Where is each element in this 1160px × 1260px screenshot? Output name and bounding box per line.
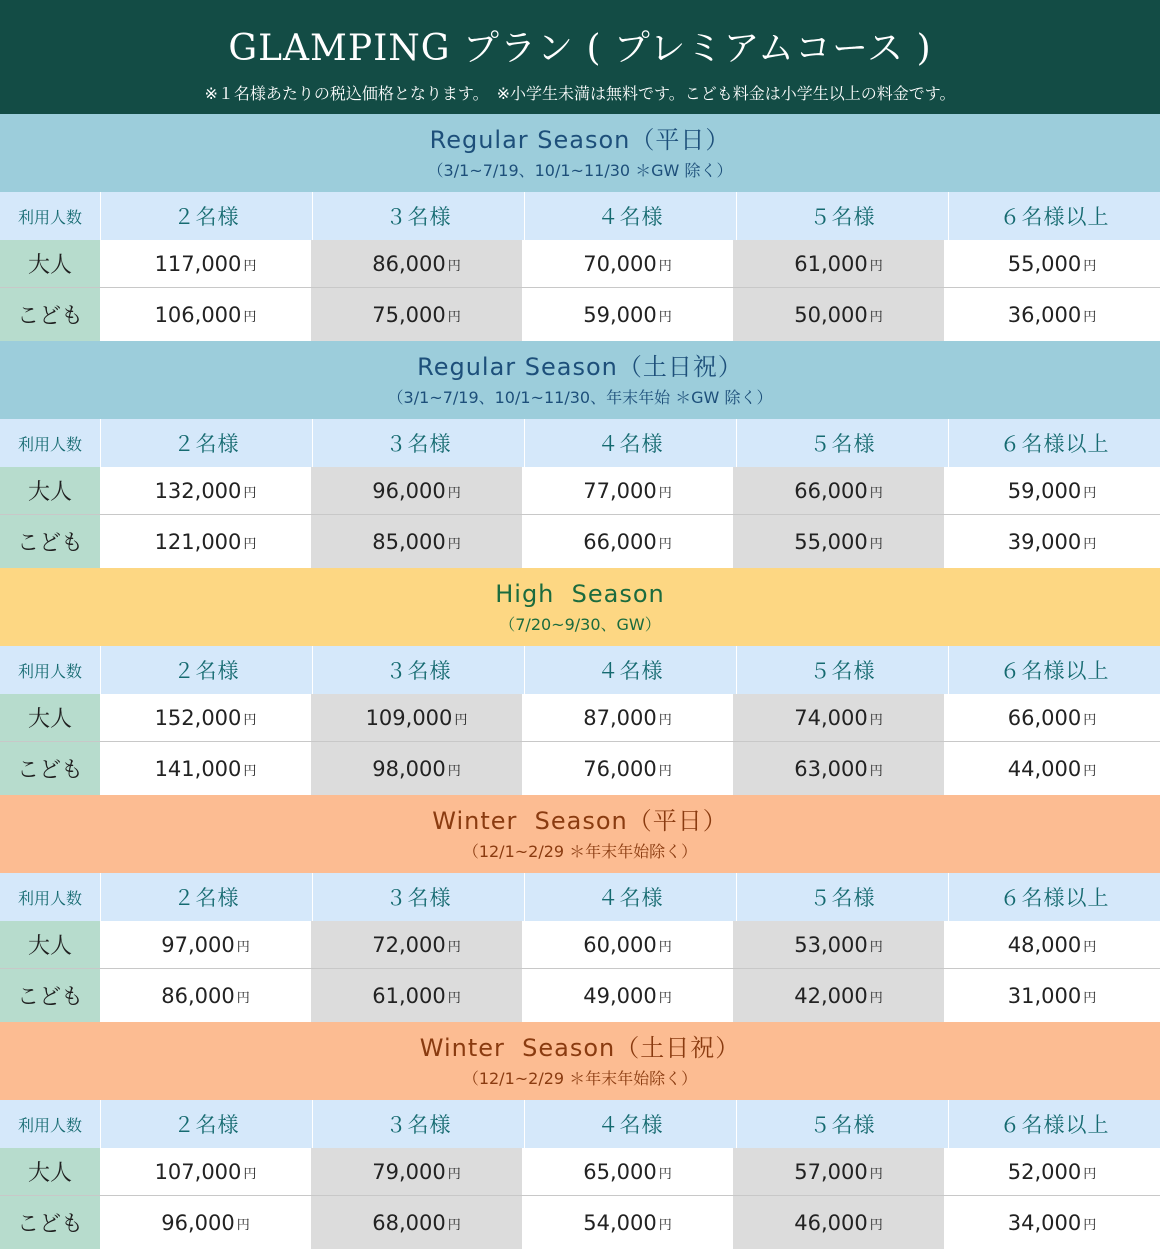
- price-value: 74,000: [794, 705, 868, 730]
- guest-count-row: [0, 873, 1160, 921]
- price-value: 77,000: [583, 478, 657, 503]
- guest-count-header: ２名様: [100, 873, 312, 921]
- price-value: 55,000: [1007, 251, 1082, 276]
- price-cell: [100, 1148, 311, 1195]
- price-value: 132,000: [154, 478, 242, 503]
- price-cell: [944, 1196, 1160, 1249]
- season-name: Winter Season（平日）: [432, 807, 728, 835]
- price-cell: [100, 742, 311, 795]
- price-cell: [733, 515, 944, 568]
- adult-price-row: [0, 1148, 1160, 1196]
- guest-count-header: ５名様: [736, 192, 948, 240]
- season-name: Winter Season（土日祝）: [419, 1034, 741, 1062]
- price-value: 85,000: [372, 529, 446, 554]
- price-cell: [100, 1196, 311, 1249]
- yen-unit: 円: [1083, 1167, 1097, 1182]
- price-value: 141,000: [154, 756, 242, 781]
- season-dates: （12/1~2/29 ＊年末年始除く）: [462, 1069, 698, 1088]
- yen-unit: 円: [447, 537, 461, 552]
- yen-unit: 円: [447, 1218, 461, 1233]
- price-cell: [311, 240, 522, 287]
- yen-unit: 円: [658, 764, 672, 779]
- price-cell: [311, 694, 522, 741]
- yen-unit: 円: [869, 486, 883, 501]
- price-cell: [522, 515, 733, 568]
- price-value: 86,000: [161, 983, 235, 1008]
- price-value: 96,000: [372, 478, 446, 503]
- yen-unit: 円: [236, 940, 250, 955]
- yen-unit: 円: [243, 713, 257, 728]
- season-section: [0, 568, 1160, 795]
- price-value: 152,000: [154, 705, 242, 730]
- yen-unit: 円: [658, 940, 672, 955]
- guest-count-header: ４名様: [524, 1100, 736, 1148]
- price-cell: [311, 921, 522, 968]
- price-value: 66,000: [1007, 705, 1082, 730]
- yen-unit: 円: [1083, 1218, 1097, 1233]
- price-value: 54,000: [583, 1210, 657, 1235]
- yen-unit: 円: [869, 310, 883, 325]
- guest-count-header: ５名様: [736, 419, 948, 467]
- price-value: 34,000: [1007, 1210, 1082, 1235]
- price-value: 70,000: [583, 251, 657, 276]
- price-value: 36,000: [1007, 302, 1082, 327]
- child-label: こども: [0, 515, 100, 568]
- price-cell: [100, 969, 311, 1022]
- season-dates: （12/1~2/29 ＊年末年始除く）: [462, 842, 698, 861]
- yen-unit: 円: [243, 764, 257, 779]
- price-value: 98,000: [372, 756, 446, 781]
- page-title: GLAMPING プラン ( プレミアムコース ): [228, 28, 932, 69]
- price-value: 49,000: [583, 983, 657, 1008]
- adult-label: 大人: [0, 921, 100, 968]
- season-section: [0, 1022, 1160, 1249]
- price-cell: [733, 921, 944, 968]
- guest-count-row: [0, 419, 1160, 467]
- price-value: 39,000: [1007, 529, 1082, 554]
- price-value: 76,000: [583, 756, 657, 781]
- price-cell: [100, 694, 311, 741]
- yen-unit: 円: [243, 537, 257, 552]
- price-value: 50,000: [794, 302, 868, 327]
- price-cell: [944, 467, 1160, 514]
- price-value: 55,000: [794, 529, 868, 554]
- yen-unit: 円: [243, 310, 257, 325]
- season-name: Regular Season（土日祝）: [417, 353, 743, 381]
- yen-unit: 円: [454, 713, 468, 728]
- child-price-row: [0, 969, 1160, 1022]
- child-price-row: [0, 515, 1160, 568]
- price-value: 117,000: [154, 251, 242, 276]
- guest-count-header: ５名様: [736, 1100, 948, 1148]
- price-cell: [522, 1148, 733, 1195]
- yen-unit: 円: [658, 1218, 672, 1233]
- yen-unit: 円: [869, 713, 883, 728]
- child-price-row: [0, 1196, 1160, 1249]
- guest-count-header: ５名様: [736, 873, 948, 921]
- price-cell: [944, 742, 1160, 795]
- price-cell: [944, 240, 1160, 287]
- yen-unit: 円: [1083, 259, 1097, 274]
- guest-count-label: 利用人数: [17, 1115, 82, 1135]
- price-value: 66,000: [583, 529, 657, 554]
- adult-label: 大人: [0, 1148, 100, 1195]
- guest-count-header: ２名様: [100, 646, 312, 694]
- yen-unit: 円: [243, 1167, 257, 1182]
- yen-unit: 円: [1083, 486, 1097, 501]
- price-cell: [733, 694, 944, 741]
- guest-count-header: ２名様: [100, 1100, 312, 1148]
- yen-unit: 円: [1083, 537, 1097, 552]
- price-value: 96,000: [161, 1210, 235, 1235]
- price-cell: [311, 742, 522, 795]
- price-value: 61,000: [372, 983, 446, 1008]
- guest-count-row: [0, 646, 1160, 694]
- yen-unit: 円: [447, 259, 461, 274]
- yen-unit: 円: [1083, 991, 1097, 1006]
- price-cell: [522, 240, 733, 287]
- price-cell: [522, 288, 733, 341]
- price-cell: [944, 515, 1160, 568]
- guest-count-header: ３名様: [312, 873, 524, 921]
- adult-price-row: [0, 694, 1160, 742]
- price-value: 57,000: [794, 1159, 868, 1184]
- price-cell: [522, 969, 733, 1022]
- price-cell: [733, 240, 944, 287]
- yen-unit: 円: [658, 991, 672, 1006]
- price-value: 46,000: [794, 1210, 868, 1235]
- guest-count-header: ５名様: [736, 646, 948, 694]
- price-value: 87,000: [583, 705, 657, 730]
- child-price-row: [0, 288, 1160, 341]
- price-cell: [311, 467, 522, 514]
- price-value: 107,000: [154, 1159, 242, 1184]
- season-section: [0, 341, 1160, 568]
- child-price-row: [0, 742, 1160, 795]
- adult-price-row: [0, 921, 1160, 969]
- yen-unit: 円: [658, 259, 672, 274]
- price-value: 60,000: [583, 932, 657, 957]
- yen-unit: 円: [869, 537, 883, 552]
- yen-unit: 円: [869, 1167, 883, 1182]
- child-label: こども: [0, 1196, 100, 1249]
- guest-count-header: ２名様: [100, 192, 312, 240]
- guest-count-header: ３名様: [312, 1100, 524, 1148]
- price-cell: [311, 1148, 522, 1195]
- guest-count-header: ６名様以上: [948, 873, 1160, 921]
- price-value: 106,000: [154, 302, 242, 327]
- guest-count-header: ６名様以上: [948, 646, 1160, 694]
- yen-unit: 円: [1083, 764, 1097, 779]
- price-cell: [733, 1196, 944, 1249]
- adult-label: 大人: [0, 694, 100, 741]
- yen-unit: 円: [447, 940, 461, 955]
- price-cell: [733, 969, 944, 1022]
- child-label: こども: [0, 969, 100, 1022]
- price-cell: [311, 969, 522, 1022]
- price-value: 75,000: [372, 302, 446, 327]
- price-value: 48,000: [1007, 932, 1082, 957]
- season-header: [0, 795, 1160, 873]
- price-value: 86,000: [372, 251, 446, 276]
- season-dates: （3/1~7/19、10/1~11/30、年末年始 ＊GW 除く）: [387, 388, 773, 407]
- price-value: 121,000: [154, 529, 242, 554]
- price-value: 42,000: [794, 983, 868, 1008]
- adult-label: 大人: [0, 240, 100, 287]
- season-section: [0, 795, 1160, 1022]
- guest-count-header: ４名様: [524, 873, 736, 921]
- price-cell: [733, 288, 944, 341]
- season-header: [0, 114, 1160, 192]
- guest-count-header: ４名様: [524, 419, 736, 467]
- price-value: 68,000: [372, 1210, 446, 1235]
- guest-count-row: [0, 1100, 1160, 1148]
- price-cell: [100, 467, 311, 514]
- season-dates: （7/20~9/30、GW）: [499, 615, 661, 634]
- price-cell: [522, 467, 733, 514]
- price-value: 59,000: [583, 302, 657, 327]
- season-header: [0, 1022, 1160, 1100]
- yen-unit: 円: [243, 486, 257, 501]
- adult-price-row: [0, 240, 1160, 288]
- guest-count-header: ６名様以上: [948, 419, 1160, 467]
- child-label: こども: [0, 742, 100, 795]
- price-value: 63,000: [794, 756, 868, 781]
- price-cell: [311, 288, 522, 341]
- yen-unit: 円: [869, 1218, 883, 1233]
- price-cell: [522, 742, 733, 795]
- yen-unit: 円: [1083, 310, 1097, 325]
- season-header: [0, 341, 1160, 419]
- yen-unit: 円: [447, 1167, 461, 1182]
- yen-unit: 円: [236, 991, 250, 1006]
- yen-unit: 円: [869, 259, 883, 274]
- price-value: 52,000: [1007, 1159, 1082, 1184]
- guest-count-header: ６名様以上: [948, 192, 1160, 240]
- price-value: 61,000: [794, 251, 868, 276]
- yen-unit: 円: [658, 1167, 672, 1182]
- price-value: 59,000: [1007, 478, 1082, 503]
- price-cell: [100, 240, 311, 287]
- guest-count-header: ３名様: [312, 646, 524, 694]
- season-section: [0, 114, 1160, 341]
- yen-unit: 円: [658, 537, 672, 552]
- yen-unit: 円: [447, 310, 461, 325]
- price-value: 44,000: [1007, 756, 1082, 781]
- price-value: 79,000: [372, 1159, 446, 1184]
- price-cell: [100, 515, 311, 568]
- yen-unit: 円: [1083, 940, 1097, 955]
- price-note: ※１名様あたりの税込価格となります。 ※小学生未満は無料です。こども料金は小学生以上の料金です。: [204, 84, 956, 103]
- yen-unit: 円: [447, 486, 461, 501]
- guest-count-header: ６名様以上: [948, 1100, 1160, 1148]
- guest-count-header: ３名様: [312, 419, 524, 467]
- price-value: 53,000: [794, 932, 868, 957]
- yen-unit: 円: [447, 991, 461, 1006]
- price-cell: [522, 1196, 733, 1249]
- price-cell: [944, 288, 1160, 341]
- price-cell: [944, 694, 1160, 741]
- page-header: [0, 0, 1160, 114]
- guest-count-label: 利用人数: [17, 434, 82, 454]
- guest-count-label: 利用人数: [17, 888, 82, 908]
- price-cell: [944, 1148, 1160, 1195]
- price-value: 66,000: [794, 478, 868, 503]
- child-label: こども: [0, 288, 100, 341]
- guest-count-header: ３名様: [312, 192, 524, 240]
- price-cell: [311, 1196, 522, 1249]
- season-name: High Season: [495, 580, 665, 608]
- yen-unit: 円: [236, 1218, 250, 1233]
- price-cell: [944, 969, 1160, 1022]
- season-sections: [0, 114, 1160, 1249]
- yen-unit: 円: [869, 991, 883, 1006]
- guest-count-label: 利用人数: [17, 207, 82, 227]
- yen-unit: 円: [869, 764, 883, 779]
- price-value: 65,000: [583, 1159, 657, 1184]
- guest-count-label: 利用人数: [17, 661, 82, 681]
- price-value: 109,000: [365, 705, 453, 730]
- price-value: 72,000: [372, 932, 446, 957]
- yen-unit: 円: [658, 310, 672, 325]
- price-cell: [733, 467, 944, 514]
- yen-unit: 円: [658, 486, 672, 501]
- price-cell: [311, 515, 522, 568]
- yen-unit: 円: [447, 764, 461, 779]
- yen-unit: 円: [658, 713, 672, 728]
- season-name: Regular Season（平日）: [429, 126, 731, 154]
- price-cell: [522, 694, 733, 741]
- price-cell: [100, 921, 311, 968]
- price-cell: [944, 921, 1160, 968]
- season-dates: （3/1~7/19、10/1~11/30 ＊GW 除く）: [427, 161, 733, 180]
- yen-unit: 円: [1083, 713, 1097, 728]
- yen-unit: 円: [243, 259, 257, 274]
- price-cell: [733, 1148, 944, 1195]
- price-cell: [522, 921, 733, 968]
- price-value: 31,000: [1007, 983, 1082, 1008]
- price-value: 97,000: [161, 932, 235, 957]
- adult-price-row: [0, 467, 1160, 515]
- price-cell: [733, 742, 944, 795]
- yen-unit: 円: [869, 940, 883, 955]
- price-cell: [100, 288, 311, 341]
- guest-count-header: ２名様: [100, 419, 312, 467]
- adult-label: 大人: [0, 467, 100, 514]
- season-header: [0, 568, 1160, 646]
- guest-count-header: ４名様: [524, 192, 736, 240]
- guest-count-header: ４名様: [524, 646, 736, 694]
- guest-count-row: [0, 192, 1160, 240]
